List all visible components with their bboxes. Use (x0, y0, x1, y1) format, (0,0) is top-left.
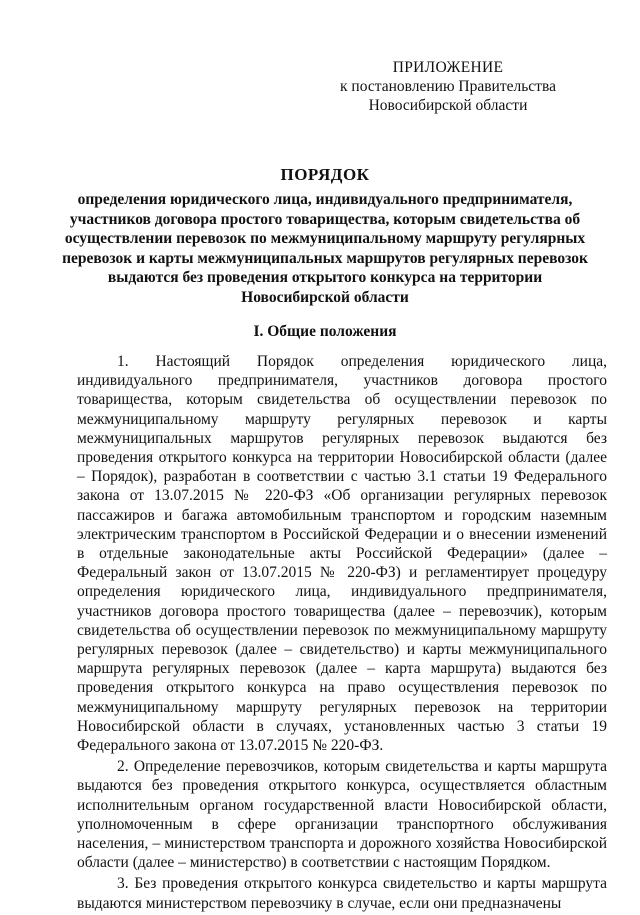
paragraph-1: 1. Настоящий Порядок определения юридического лица, индивидуального предпринимателя, участников договора простого товарищества, которым свидетельства об осуществлении перевозок по межмуниципальному маршруту регулярных перевозок и карты межмуниципальных маршрутов регулярных перевозок выдаются без проведения открытого конкурса на территории Новосибирской области (далее – Порядок), разработан в соответствии с частью 3.1 статьи 19 Федерального закона от 13.07.2015 № 220-ФЗ «Об организации регулярных перевозок пассажиров и багажа автомобильным транспортом и городским наземным электрическим транспортом в Российской Федерации и о внесении изменений в отдельные законодательные акты Российской Федерации» (далее – Федеральный закон от 13.07.2015 № 220-ФЗ) и регламентирует процедуру определения юридического лица, индивидуального предпринимателя, участников договора простого товарищества (далее – перевозчик), которым свидетельства об осуществлении перевозок по межмуниципальному маршруту регулярных перевозок (далее – свидетельство) и карты межмуниципального маршрута регулярных перевозок (далее – карта маршрута) выдаются без проведения открытого конкурса на право осуществления перевозок по межмуниципальному маршруту регулярных перевозок на территории Новосибирской области в случаях, установленных частью 3 статьи 19 Федерального закона от 13.07.2015 № 220-ФЗ. (77, 353, 607, 755)
appendix-line-resolution: к постановлению Правительства (340, 78, 556, 95)
section-heading: I. Общие положения (253, 323, 397, 340)
document-title-block (60, 164, 590, 308)
document-body (77, 352, 607, 915)
appendix-mark: ПРИЛОЖЕНИЕ (392, 59, 504, 76)
document-subtitle: определения юридического лица, индивидуального предпринимателя, участников договора простого товарищества, которым свидетельства об осуществлении перевозок по межмуниципальному маршруту регулярных перевозок и карты межмуниципальных маршрутов регулярных перевозок выдаются без проведения открытого конкурса на территории Новосибирской области (62, 191, 588, 306)
paragraph-3: 3. Без проведения открытого конкурса свидетельство и карты маршрута выдаются министерством перевозчику в случае, если они предназначены (77, 875, 607, 912)
document-title: ПОРЯДОК (280, 165, 370, 184)
appendix-line-region: Новосибирской области (368, 97, 528, 114)
paragraph-2: 2. Определение перевозчиков, которым свидетельства и карты маршрута выдаются без проведения открытого конкурса, осуществляется областным исполнительным органом государственной власти Новосибирской области, уполномоченным в сфере организации транспортного обслуживания населения, – министерством транспорта и дорожного хозяйства Новосибирской области (далее – министерство) в соответствии с настоящим Порядком. (77, 758, 607, 872)
appendix-header (318, 58, 578, 115)
